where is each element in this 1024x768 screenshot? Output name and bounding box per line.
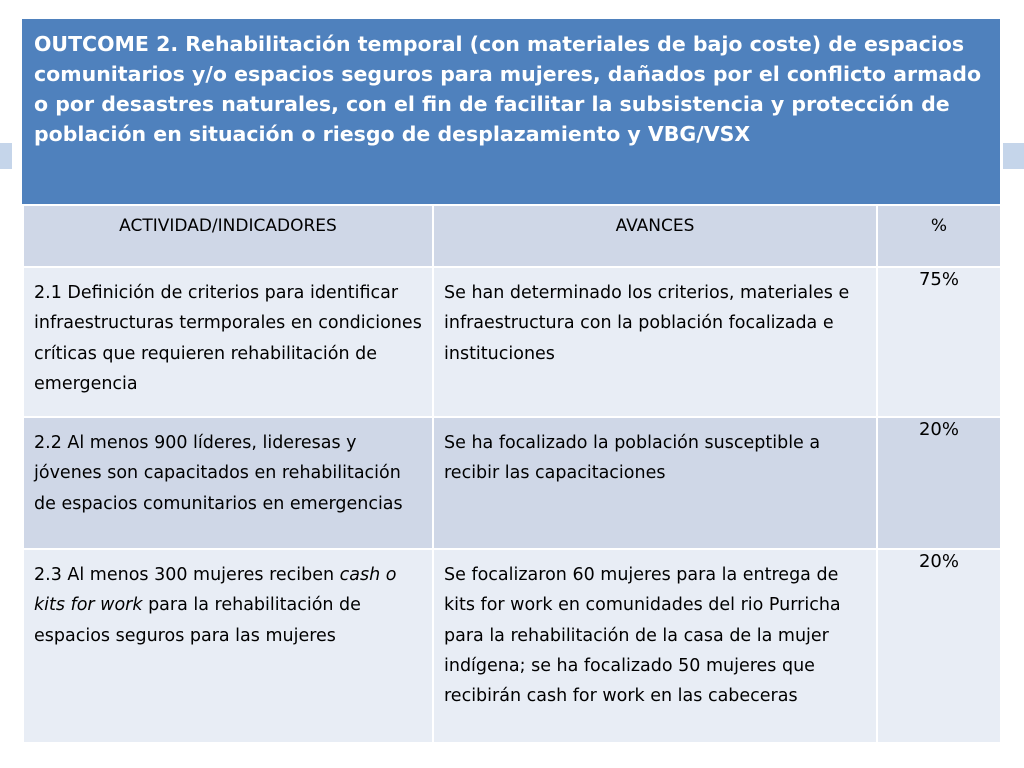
porcentaje-cell: 20% [877, 549, 1001, 743]
column-header-porcentaje: % [877, 205, 1001, 267]
column-header-avances: AVANCES [433, 205, 877, 267]
avances-cell: Se han determinado los criterios, materiales e infraestructura con la población focalizada e instituciones [433, 267, 877, 417]
actividad-cell: 2.2 Al menos 900 líderes, lideresas y jóvenes son capacitados en rehabilitación de espacios comunitarios en emergencias [23, 417, 433, 549]
table-row [23, 417, 1001, 549]
actividad-text: para la rehabilitación de espacios seguros para las mujeres [34, 595, 361, 646]
porcentaje-cell: 20% [877, 417, 1001, 549]
actividad-cell [23, 549, 433, 743]
right-accent-bar [1003, 143, 1024, 169]
table-row [23, 549, 1001, 743]
actividad-italic-text: cash o kits for work [34, 565, 397, 616]
outcome-header [22, 19, 1000, 204]
outcome-title: OUTCOME 2. Rehabilitación temporal (con materiales de bajo coste) de espacios comunitarios y/o espacios seguros para mujeres, dañados por el conflicto armado o por desastres naturales, con el fin de facilitar la subsistencia y protección de población en situación o riesgo de desplazamiento y VBG/VSX [34, 32, 982, 146]
left-accent-bar [0, 143, 12, 169]
actividad-cell: 2.1 Definición de criterios para identificar infraestructuras termporales en condiciones críticas que requieren rehabilitación de emergencia [23, 267, 433, 417]
actividad-text: 2.3 Al menos 300 mujeres reciben [34, 565, 340, 585]
progress-table [22, 204, 1002, 744]
table-header-row [23, 205, 1001, 267]
porcentaje-cell: 75% [877, 267, 1001, 417]
avances-cell: Se focalizaron 60 mujeres para la entrega de kits for work en comunidades del rio Purricha para la rehabilitación de la casa de la mujer indígena; se ha focalizado 50 mujeres que recibirán cash for work en las cabeceras [433, 549, 877, 743]
column-header-actividad: ACTIVIDAD/INDICADORES [23, 205, 433, 267]
table-row [23, 267, 1001, 417]
avances-cell: Se ha focalizado la población susceptible a recibir las capacitaciones [433, 417, 877, 549]
